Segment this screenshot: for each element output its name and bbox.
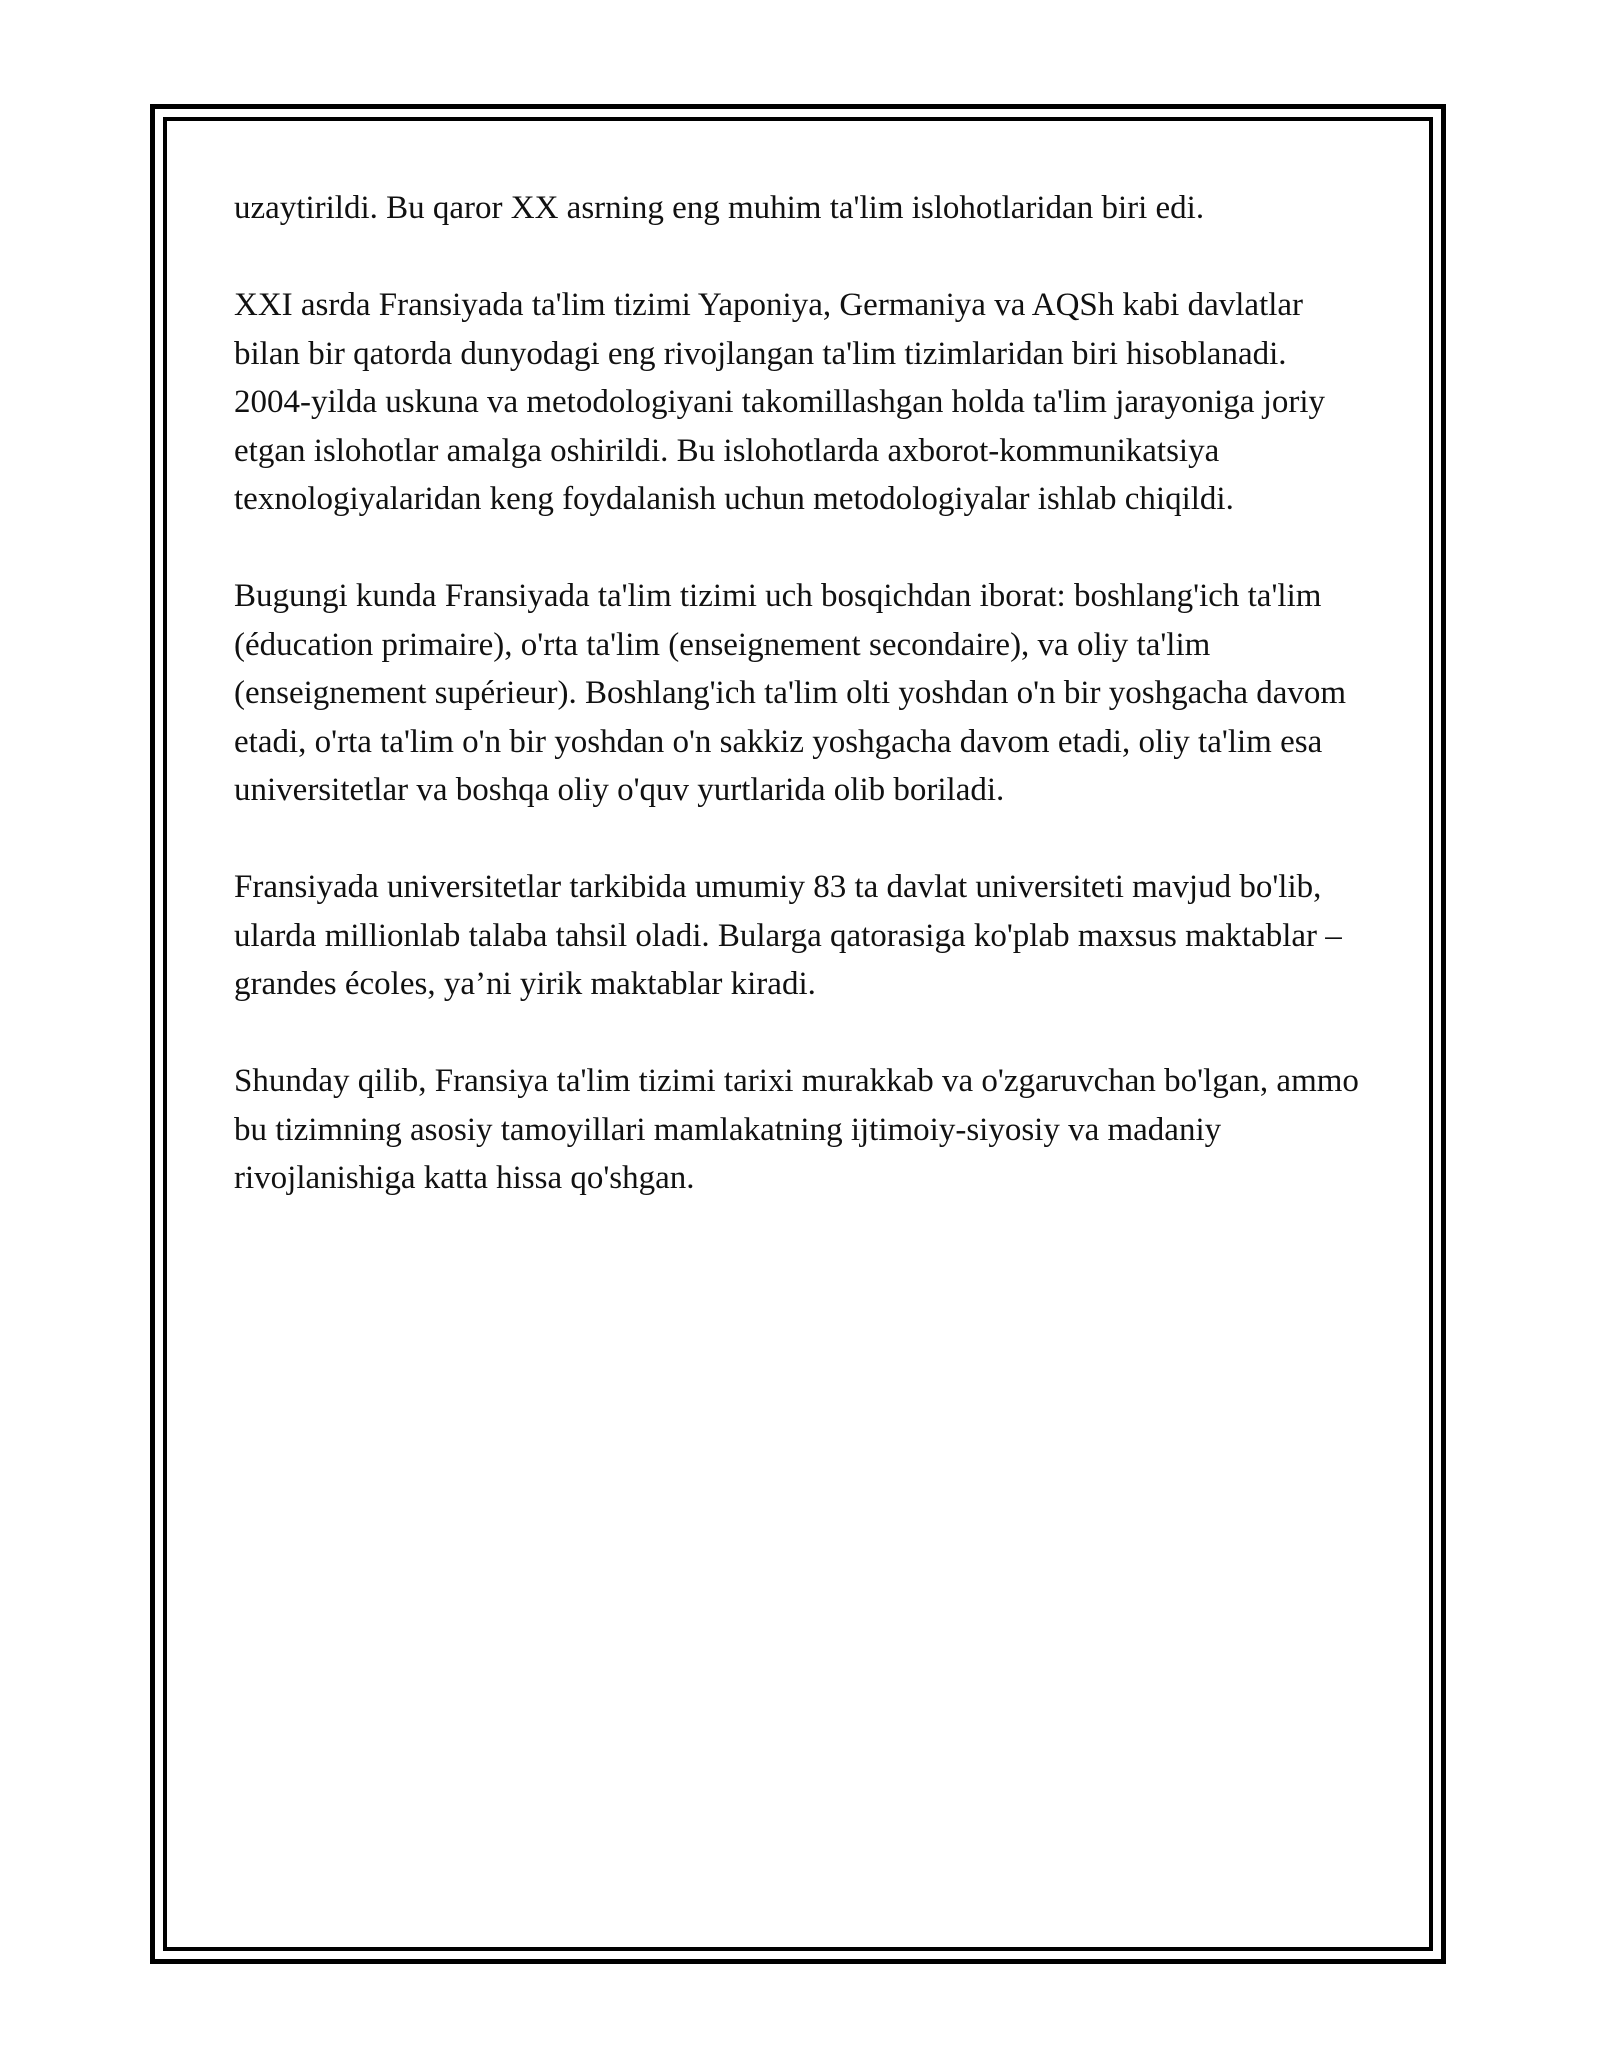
paragraph-1: uzaytirildi. Bu qaror XX asrning eng muhim ta'lim islohotlaridan biri edi. [234, 190, 1205, 226]
paragraph-2: XXI asrda Fransiyada ta'lim tizimi Yaponiya, Germaniya va AQSh kabi davlatlar bilan bir qatorda dunyodagi eng rivojlangan ta'lim tizimlaridan biri hisoblanadi. 2004-yilda uskuna va metodologiyani takomillashgan holda ta'lim jarayoniga joriy etgan islohotlar amalga oshirildi. Bu islohotlarda axborot-kommunikatsiya texnologiyalaridan keng foydalanish uchun metodologiyalar ishlab chiqildi. [234, 287, 1326, 517]
paragraph-5: Shunday qilib, Fransiya ta'lim tizimi tarixi murakkab va o'zgaruvchan bo'lgan, ammo bu tizimning asosiy tamoyillari mamlakatning ijtimoiy-siyosiy va madaniy rivojlanishiga katta hissa qo'shgan. [234, 1063, 1359, 1196]
paragraph-4: Fransiyada universitetlar tarkibida umumiy 83 ta davlat universiteti mavjud bo'lib, ularda millionlab talaba tahsil oladi. Bularga qatorasiga ko'plab maxsus maktablar – grandes écoles, ya’ni yirik maktablar kiradi. [234, 869, 1342, 1002]
paragraph-3: Bugungi kunda Fransiyada ta'lim tizimi uch bosqichdan iborat: boshlang'ich ta'lim (éducation primaire), o'rta ta'lim (enseignement secondaire), va oliy ta'lim (enseignement supérieur). Boshlang'ich ta'lim olti yoshdan o'n bir yoshgacha davom etadi, o'rta ta'lim o'n bir yoshdan o'n sakkiz yoshgacha davom etadi, oliy ta'lim esa universitetlar va boshqa oliy o'quv yurtlarida olib boriladi. [234, 578, 1347, 808]
document-body [234, 184, 1364, 1251]
